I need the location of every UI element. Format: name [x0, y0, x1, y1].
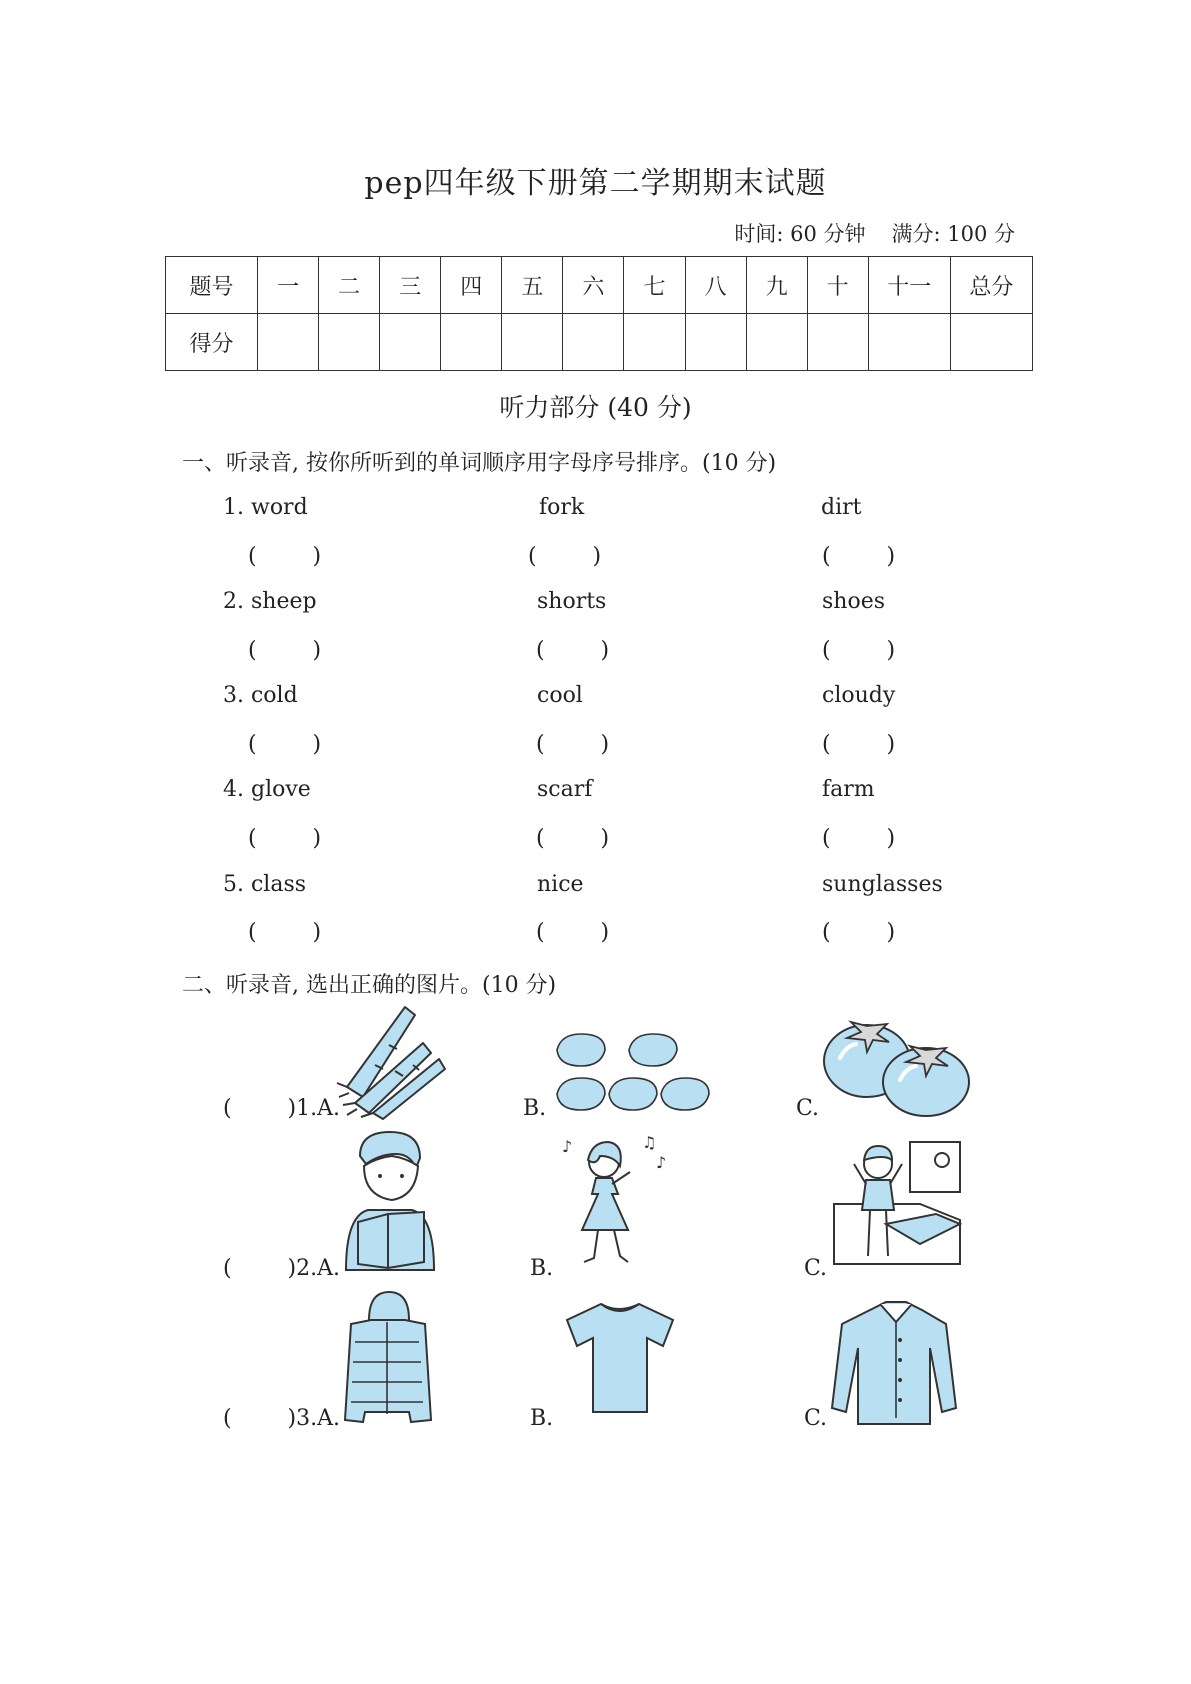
option-c-label: C.: [796, 1096, 820, 1121]
word-item: cool: [537, 683, 583, 708]
score-cell[interactable]: [624, 314, 685, 371]
word-item: 4. glove: [223, 777, 311, 802]
boy-reading-image[interactable]: [340, 1130, 440, 1275]
shirt-image[interactable]: [830, 1300, 960, 1425]
header-cell: 一: [258, 257, 319, 314]
girl-singing-image[interactable]: [560, 1133, 675, 1273]
score-cell[interactable]: [868, 314, 950, 371]
score-table-score-row: [166, 314, 1033, 371]
t-shirt-image[interactable]: [563, 1300, 678, 1415]
boy-getting-up-image[interactable]: [830, 1140, 970, 1270]
header-cell: 题号: [166, 257, 258, 314]
score-cell[interactable]: [950, 314, 1032, 371]
header-cell: 六: [563, 257, 624, 314]
answer-blank[interactable]: ( ): [536, 826, 610, 851]
item-number[interactable]: ( )2.A.: [223, 1256, 340, 1281]
full-score: 满分: 100 分: [891, 222, 1015, 246]
answer-blank[interactable]: ( ): [248, 920, 322, 945]
score-cell[interactable]: [319, 314, 380, 371]
header-cell: 十一: [868, 257, 950, 314]
item-number[interactable]: ( )3.A.: [223, 1406, 340, 1431]
word-item: cloudy: [822, 683, 896, 708]
option-c-label: C.: [804, 1256, 828, 1281]
score-cell[interactable]: [441, 314, 502, 371]
header-cell: 三: [380, 257, 441, 314]
answer-blank[interactable]: ( ): [822, 544, 896, 569]
word-item: 1. word: [223, 495, 308, 520]
q2-heading: 二、听录音, 选出正确的图片。(10 分): [182, 973, 557, 998]
answer-blank[interactable]: ( ): [822, 920, 896, 945]
word-item: scarf: [537, 777, 593, 802]
score-cell[interactable]: [746, 314, 807, 371]
word-item: 5. class: [223, 872, 307, 897]
answer-blank[interactable]: ( ): [248, 638, 322, 663]
svg-text:♪: ♪: [562, 1137, 573, 1156]
puffer-jacket-image[interactable]: [343, 1290, 433, 1425]
time-limit: 时间: 60 分钟: [734, 222, 866, 246]
score-table: [165, 256, 1033, 371]
header-cell: 总分: [950, 257, 1032, 314]
answer-blank[interactable]: ( ): [536, 920, 610, 945]
option-b-label: B.: [530, 1256, 554, 1281]
answer-blank[interactable]: ( ): [822, 638, 896, 663]
header-cell: 二: [319, 257, 380, 314]
answer-blank[interactable]: ( ): [536, 638, 610, 663]
word-item: sunglasses: [822, 872, 943, 897]
answer-blank[interactable]: ( ): [248, 826, 322, 851]
word-item: 3. cold: [223, 683, 298, 708]
answer-blank[interactable]: ( ): [536, 732, 610, 757]
page-title: pep四年级下册第二学期期末试题: [364, 166, 827, 201]
cotton-image[interactable]: [555, 1030, 715, 1115]
option-b-label: B.: [523, 1096, 547, 1121]
answer-blank[interactable]: ( ): [822, 826, 896, 851]
header-cell: 九: [746, 257, 807, 314]
score-cell[interactable]: [563, 314, 624, 371]
q1-heading: 一、听录音, 按你所听到的单词顺序用字母序号排序。(10 分): [182, 451, 777, 476]
option-c-label: C.: [804, 1406, 828, 1431]
score-cell[interactable]: [807, 314, 868, 371]
score-cell[interactable]: [502, 314, 563, 371]
svg-text:♪: ♪: [656, 1153, 667, 1172]
answer-blank[interactable]: ( ): [248, 544, 322, 569]
word-item: dirt: [821, 495, 862, 520]
section-title: 听力部分 (40 分): [499, 393, 692, 422]
answer-blank[interactable]: ( ): [248, 732, 322, 757]
item-number[interactable]: ( )1.A.: [223, 1096, 340, 1121]
score-cell[interactable]: [258, 314, 319, 371]
option-b-label: B.: [530, 1406, 554, 1431]
word-item: shoes: [822, 589, 886, 614]
tomatoes-image[interactable]: [822, 1018, 972, 1118]
score-table-header-row: [166, 257, 1033, 314]
score-cell[interactable]: [380, 314, 441, 371]
word-item: 2. sheep: [223, 589, 317, 614]
svg-text:♫: ♫: [642, 1133, 657, 1152]
exam-meta: [734, 218, 1015, 248]
word-item: farm: [822, 777, 875, 802]
score-cell[interactable]: [685, 314, 746, 371]
carrots-image[interactable]: [335, 1005, 445, 1120]
score-row-label: 得分: [166, 314, 258, 371]
answer-blank[interactable]: ( ): [528, 544, 602, 569]
header-cell: 十: [807, 257, 868, 314]
word-item: shorts: [537, 589, 607, 614]
word-item: nice: [537, 872, 584, 897]
header-cell: 七: [624, 257, 685, 314]
word-item: fork: [539, 495, 585, 520]
header-cell: 八: [685, 257, 746, 314]
answer-blank[interactable]: ( ): [822, 732, 896, 757]
header-cell: 五: [502, 257, 563, 314]
header-cell: 四: [441, 257, 502, 314]
